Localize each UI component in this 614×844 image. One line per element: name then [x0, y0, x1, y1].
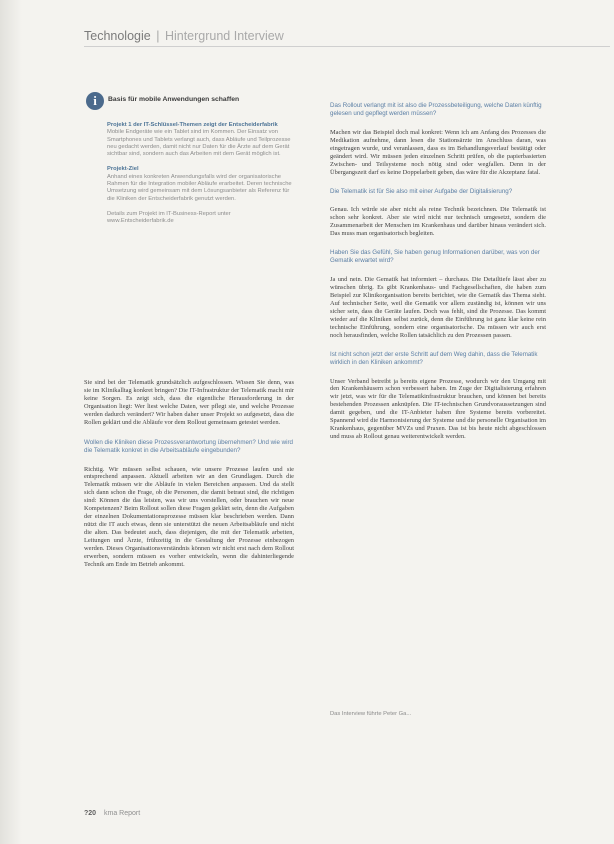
info-heading-project: Projekt 1 der IT-Schlüssel-Themen zeigt der Entscheiderfabrik [107, 122, 278, 128]
article-column-right [330, 102, 546, 452]
question-paragraph: Haben Sie das Gefühl, Sie haben genug Informationen darüber, was von der Gematik erwartet wird? [330, 249, 540, 265]
answer-paragraph: Sie sind bei der Telematik grundsätzlich aufgeschlossen. Wissen Sie denn, was sie im Klinikalltag konkret bringen? Die IT-Infrastruktur der Telematik macht mir keine Sorgen. Es zeigt sich, dass die eigentliche Herausforderung in der Organisation liegt: Wer liest welche Daten, wer pflegt sie, und welche Prozesse werden dadurch verändert? Wir haben daher unser Projekt so aufgesetzt, dass die Rollen geklärt und die Abläufe vor dem Rollout gemeinsam getestet werden. [84, 379, 294, 426]
answer-paragraph: Unser Verband betreibt ja bereits eigene Prozesse, wodurch wir den Umgang mit den Krankenhäusern schon verbessert haben. Im Zuge der Digitalisierung erfahren wir jetzt, was wir für die Telematikinfrastruktur brauchen, und können bei bereits bestehenden Prozessen anknüpfen. Die IT-technischen Grundvoraussetzungen sind damit gegeben, und die IT-Anbieter haben ihre Systeme bereits vorbereitet. Spannend wird die Harmonisierung der Systeme und die personelle Organisation im Krankenhaus, gegenüber MVZs und Praxen. Das ist bis heute nicht abgeschlossen und muss ab Rollout genau weiterentwickelt werden. [330, 377, 546, 441]
header-subsection: Hintergrund Interview [164, 29, 284, 43]
answer-paragraph: Ja und nein. Die Gematik hat informiert – durchaus. Die Detailtiefe lässt aber zu wünschen übrig. Es gibt Krankenhaus- und Fachgesellschaften, die haben zum Beispiel zur Klinikorganisation bereits berichtet, wie die Gematik das Thema sieht. Auf technischer Seite, weil die Gematik vor allem zuständig ist, können wir uns sicher sein, dass die Geräte laufen. Doch was fehlt, sind die Prozesse. Das kommt wieder auf die Kliniken selbst zurück, denn die Einführung ist ganz klar keine rein technische Einführung, sondern eine organisatorische. Da müssen wir auch erst noch herausfinden, welche Rollen tatsächlich zu den Prozessen passen. [330, 276, 546, 339]
info-box-body [107, 122, 292, 234]
info-heading-goal: Projekt-Ziel [107, 166, 139, 173]
header-separator: | [156, 29, 160, 43]
info-text-details: Details zum Projekt im IT-Business-Report unter www.Entscheiderfabrik.de [107, 210, 231, 225]
magazine-name: kma Report [104, 810, 141, 817]
article-column-left [84, 379, 294, 580]
info-icon: i [86, 92, 104, 110]
answer-paragraph: Genau. Ich würde sie aber nicht als reine Technik bezeichnen. Die Telematik ist schon sehr konkret. Aber sie wird nicht nur technisch umgesetzt, sondern die Zusammenarbeit der Menschen im Krankenhaus und darüber hinaus verändert sich. Das muss man organisatorisch begleiten. [330, 206, 546, 238]
header-rule [84, 46, 610, 47]
page-footer [84, 810, 140, 817]
info-text-project: Mobile Endgeräte wie ein Tablet sind im Kommen. Der Einsatz von Smartphones und Tablets verlangt auch, dass Abläufe und Teilprozesse neu gedacht werden, damit nicht nur Daten für die Ärzte auf dem Gerät sichtbar sind, sondern auch das Arbeiten mit dem Gerät möglich ist. [107, 129, 291, 158]
answer-paragraph: Richtig. Wir müssen selbst schauen, wie unsere Prozesse laufen und sie entsprechend anpassen. Aktuell arbeiten wir an den Grundlagen. Durch die Telematik müssen wir die Abläufe in vielen Bereichen anpassen. Und da stellt sich dann schon die Frage, ob die Personen, die damit betraut sind, die richtigen sind: Können die das leisten, was wir uns vorstellen, oder brauchen wir neue Kompetenzen? Beim Rollout sollen diese Fragen geklärt sein, denn die Aufgaben der einzelnen Dokumentationsprozesse müssen klar beschrieben werden. Dann nützt die IT auch etwas, denn sie unterstützt die neuen Arbeitsabläufe und nicht die alten. Das bedeutet auch, dass diejenigen, die mit der Telematik arbeiten, Leitungen und Ärzte, frühzeitig in die Gestaltung der Prozesse einbezogen werden. Dieses Organisationsverständnis können wir nicht erst nach dem Rollout erwerben, sondern müssen es vorher entwickeln, wenn die dahinterliegende Technik am Ende im Betrieb ankommt. [84, 465, 294, 568]
page-number: ?20 [84, 810, 97, 817]
question-paragraph: Ist nicht schon jetzt der erste Schritt auf dem Weg dahin, dass die Telematik wirklich in den Kliniken ankommt? [330, 350, 538, 366]
interview-credit: Das Interview führte Peter Ga... [330, 711, 412, 717]
answer-paragraph: Machen wir das Beispiel doch mal konkret: Wenn ich am Anfang des Prozesses die Medikation aufnehme, dann lesen die Stationsärzte im Anschluss daran, was eingetragen wurde, und veranlassen, dass es im Behandlungsverlauf bestätigt oder geändert wird. Wir müssen jeden einzelnen Schritt prüfen, ob die papierbasierten Zwischen- und Teilsysteme noch nötig sind oder wegfallen. Denn in der Übergangszeit darf es keine Doppelarbeit geben, das wäre für die Akzeptanz fatal. [330, 128, 546, 176]
page-edge-shadow [0, 0, 22, 844]
header-section: Technologie [84, 29, 151, 43]
question-paragraph: Das Rollout verlangt mit ist also die Prozessbeteiligung, welche Daten künftig gelesen und gepflegt werden müssen? [330, 102, 542, 117]
question-paragraph: Wollen die Kliniken diese Prozessverantwortung übernehmen? Und wie wird die Telematik konkret in die Arbeitsabläufe eingebunden? [84, 438, 293, 454]
page-header [84, 29, 284, 43]
info-text-goal: Anhand eines konkreten Anwendungsfalls wird der organisatorische Rahmen für die Integration mobiler Abläufe erarbeitet. Deren technische Umsetzung wird gemeinsam mit dem Lösungsanbieter als Referenz für die Kliniken der Entscheiderfabrik genutzt werden. [107, 173, 292, 202]
info-box [84, 93, 296, 358]
info-box-title: Basis für mobile Anwendungen schaffen [108, 96, 240, 103]
question-paragraph: Die Telematik ist für Sie also mit einer Aufgabe der Digitalisierung? [330, 187, 513, 195]
